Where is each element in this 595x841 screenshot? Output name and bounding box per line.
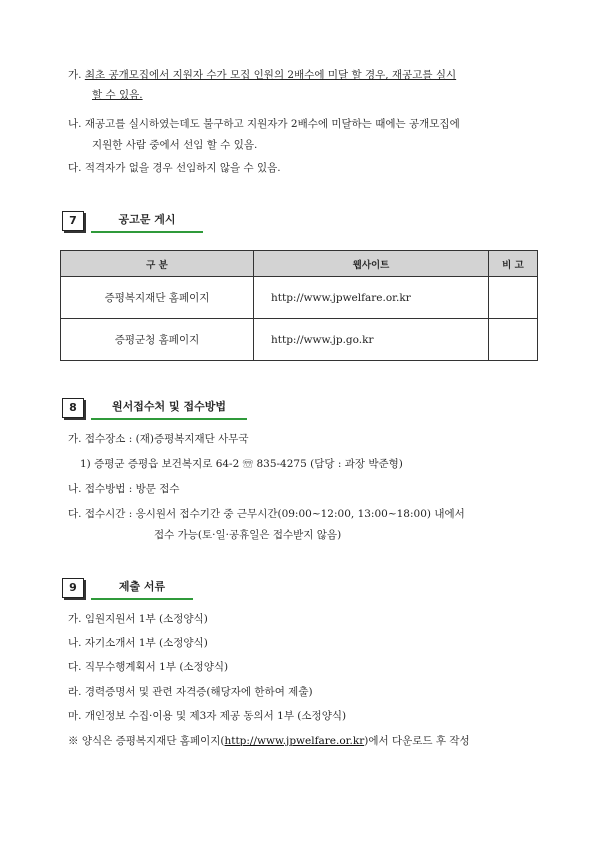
- section-9-title: 제출 서류: [91, 578, 193, 600]
- section-9-line-2: 나. 자기소개서 1부 (소정양식): [68, 637, 208, 649]
- cell-note: [489, 319, 538, 361]
- note-suffix: )에서 다운로드 후 작성: [364, 735, 470, 747]
- section-9-note: [68, 734, 470, 748]
- website-table: [60, 250, 538, 361]
- section-8-line-4: 다. 접수시간 : 응시원서 접수기간 중 근무시간(09:00~12:00, 13:00~18:00) 내에서: [68, 508, 465, 520]
- cell-name: 증평군청 홈페이지: [61, 319, 254, 361]
- col-header-website: 웹사이트: [254, 251, 489, 277]
- section-8-line-1: 가. 접수장소 : (재)증평복지재단 사무국: [68, 433, 249, 445]
- cell-name: 증평복지재단 홈페이지: [61, 277, 254, 319]
- section-9-line-1: 가. 임원지원서 1부 (소정양식): [68, 613, 208, 625]
- section-8-line-3: 나. 접수방법 : 방문 접수: [68, 483, 180, 495]
- section-8-line-2: 1) 증평군 증평읍 보건복지로 64-2 ☏ 835-4275 (담당 : 과장 박준형): [80, 458, 403, 470]
- section-7-number: 7: [62, 211, 84, 231]
- intro-item-1-text: 가. 최초 공개모집에서 지원자 수가 모집 인원의 2배수에 미달 할 경우, 재공고를 실시: [68, 69, 457, 81]
- intro-item-1-cont: 할 수 있음.: [92, 89, 143, 101]
- col-header-category: 구 분: [61, 251, 254, 277]
- cell-url[interactable]: http://www.jp.go.kr: [254, 319, 489, 361]
- table-row: [61, 277, 538, 319]
- intro-item-2: 나. 재공고를 실시하였는데도 불구하고 지원자가 2배수에 미달하는 때에는 공개모집에: [68, 118, 460, 130]
- table-row: [61, 319, 538, 361]
- section-8-number: 8: [62, 398, 84, 418]
- section-9-line-5: 마. 개인정보 수집·이용 및 제3자 제공 동의서 1부 (소정양식): [68, 710, 347, 722]
- section-9-line-4: 라. 경력증명서 및 관련 자격증(해당자에 한하여 제출): [68, 686, 313, 698]
- intro-item-2-cont: 지원한 사람 중에서 선임 할 수 있음.: [92, 139, 258, 151]
- cell-note: [489, 277, 538, 319]
- note-prefix: ※ 양식은 증평복지재단 홈페이지(: [68, 735, 225, 747]
- col-header-note: 비 고: [489, 251, 538, 277]
- section-9-line-3: 다. 직무수행계획서 1부 (소정양식): [68, 661, 229, 673]
- section-8-title: 원서접수처 및 접수방법: [91, 398, 247, 420]
- section-7-title: 공고문 게시: [91, 211, 203, 233]
- cell-url[interactable]: http://www.jpwelfare.or.kr: [254, 277, 489, 319]
- section-9-number: 9: [62, 578, 84, 598]
- intro-item-1: [68, 68, 456, 82]
- homepage-link[interactable]: http://www.jpwelfare.or.kr: [224, 735, 365, 747]
- section-8-line-5: 접수 가능(토·일·공휴일은 접수받지 않음): [154, 529, 342, 541]
- table-header-row: [61, 251, 538, 277]
- intro-item-3: 다. 적격자가 없을 경우 선임하지 않을 수 있음.: [68, 162, 281, 174]
